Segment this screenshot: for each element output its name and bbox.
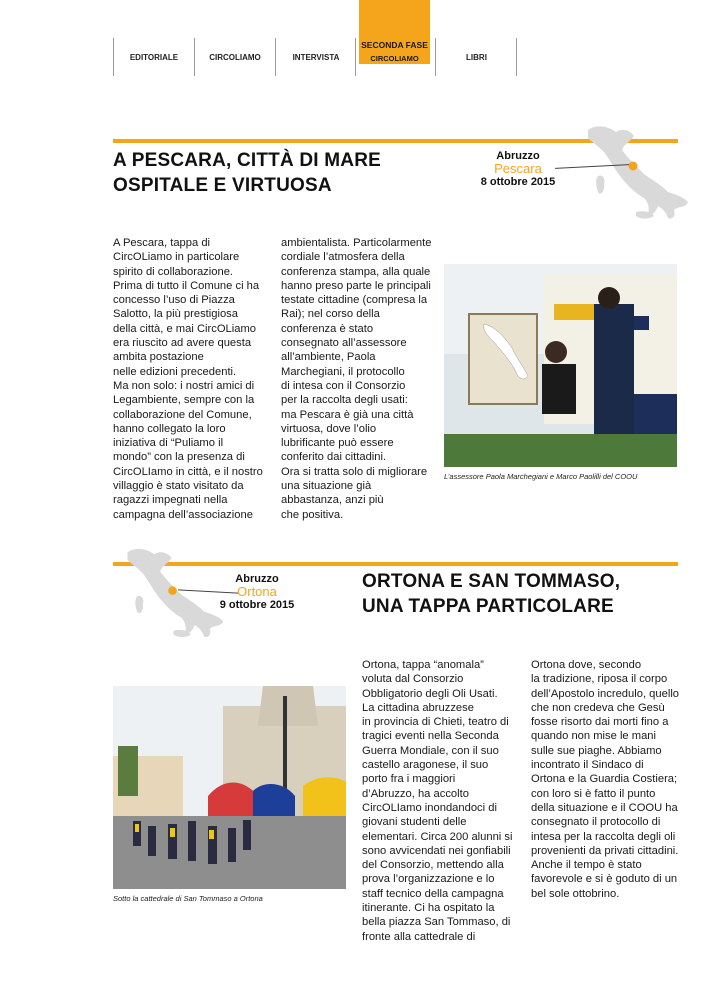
date-label: 8 ottobre 2015 <box>480 176 556 188</box>
title-line: ORTONA E SAN TOMMASO, <box>362 571 621 592</box>
article-column: Ortona dove, secondo la tradizione, riposa il corpo dell’Apostolo incredulo, quello che non credeva che Gesù fosse risorto dai morti fino a quando non mise le mani sulle sue piaghe. Abbiamo incontrato il Sindaco di Ortona e la Guardia Costiera; con loro si è fatto il punto della situazione e il COOU ha consegnato il protocollo di intesa per la raccolta degli oli provenienti da privati cittadini. Anche il tempo è stato favorevole e si è goduto di un bel sole ottobrino. <box>531 659 680 900</box>
nav-divider <box>355 38 360 76</box>
nav-active-sublabel: CIRCOLIAMO <box>370 54 419 63</box>
nav-label: CIRCOLIAMO <box>209 53 261 62</box>
italy-map-icon <box>578 120 693 225</box>
nav-item-circoliamo[interactable] <box>194 38 275 76</box>
city-label: Pescara <box>494 161 542 176</box>
article-column: Ortona, tappa “anomala” voluta dal Consorzio Obbligatorio degli Oli Usati. La cittadina abruzzese in provincia di Chieti, teatro di tragici eventi nella Seconda Guerra Mondiale, con il suo castello aragonese, il suo porto fra i maggiori d’Abruzzo, ha accolto CircOLIamo inondandoci di giovani studenti delle elementari. Circa 200 alunni si sono avvicendati nei gonfiabili del Consorzio, mettendo alla prova l’organizzazione e lo staff tecnico della campagna itinerante. Ci ha ospitato la bella piazza San Tommaso, di fronte alla cattedrale di <box>362 659 513 943</box>
nav-item-seconda-fase[interactable] <box>359 0 430 64</box>
nav-item-libri[interactable] <box>435 38 517 76</box>
nav-item-intervista[interactable] <box>275 38 356 76</box>
title-line: A PESCARA, CITTÀ DI MARE <box>113 150 381 171</box>
location-block <box>217 573 297 611</box>
article-column: ambientalista. Particolarmente cordiale l’atmosfera della conferenza stampa, alla quale hanno preso parte le principali testate cittadine (compresa la Rai); nel corso della conferenza è stato consegnato all’assessore all’ambiente, Paola Marchegiani, il protocollo di intesa con il Consorzio per la raccolta degli usati: ma Pescara è già una città virtuosa, dove l’olio lubrificante può essere conferito dai cittadini. Ora si tratta solo di migliorare una situazione già abbastanza, anzi più che positiva. <box>281 237 432 521</box>
article-title <box>362 569 620 619</box>
title-line: UNA TAPPA PARTICOLARE <box>362 596 614 617</box>
region-label: Abruzzo <box>496 150 540 162</box>
photo-ortona <box>113 686 346 889</box>
nav-active-label: SECONDA FASE <box>361 40 428 50</box>
article-title <box>113 148 381 198</box>
italy-map-icon <box>118 542 228 644</box>
location-block <box>478 150 558 188</box>
photo-caption: L’assessore Paola Marchegiani e Marco Paolilli del COOU <box>444 472 638 481</box>
nav-divider <box>516 38 517 76</box>
top-navigation <box>0 0 725 80</box>
photo-pescara <box>444 264 677 467</box>
nav-label: EDITORIALE <box>129 53 179 62</box>
nav-item-editoriale[interactable] <box>113 38 194 76</box>
city-label: Ortona <box>237 584 277 599</box>
region-label: Abruzzo <box>235 573 279 585</box>
article-column: A Pescara, tappa di CircOLiamo in particolare spirito di collaborazione. Prima di tutto il Comune ci ha concesso l’uso di Piazza Salotto, la più prestigiosa della città, e mai CircOLiamo era riuscito ad avere questa ambita postazione nelle edizioni precedenti. Ma non solo: i nostri amici di Legambiente, sempre con la collaborazione del Comune, hanno collegato la loro iniziativa di “Puliamo il mondo” con la presenza di CircOLIamo in città, e il nostro villaggio è stato visitato da ragazzi impegnati nella campagna dell’associazione <box>113 237 263 521</box>
photo-caption: Sotto la cattedrale di San Tommaso a Ortona <box>113 894 263 903</box>
nav-label: LIBRI <box>466 53 487 62</box>
title-line: OSPITALE E VIRTUOSA <box>113 175 332 196</box>
nav-label: INTERVISTA <box>292 53 340 62</box>
date-label: 9 ottobre 2015 <box>219 599 295 611</box>
